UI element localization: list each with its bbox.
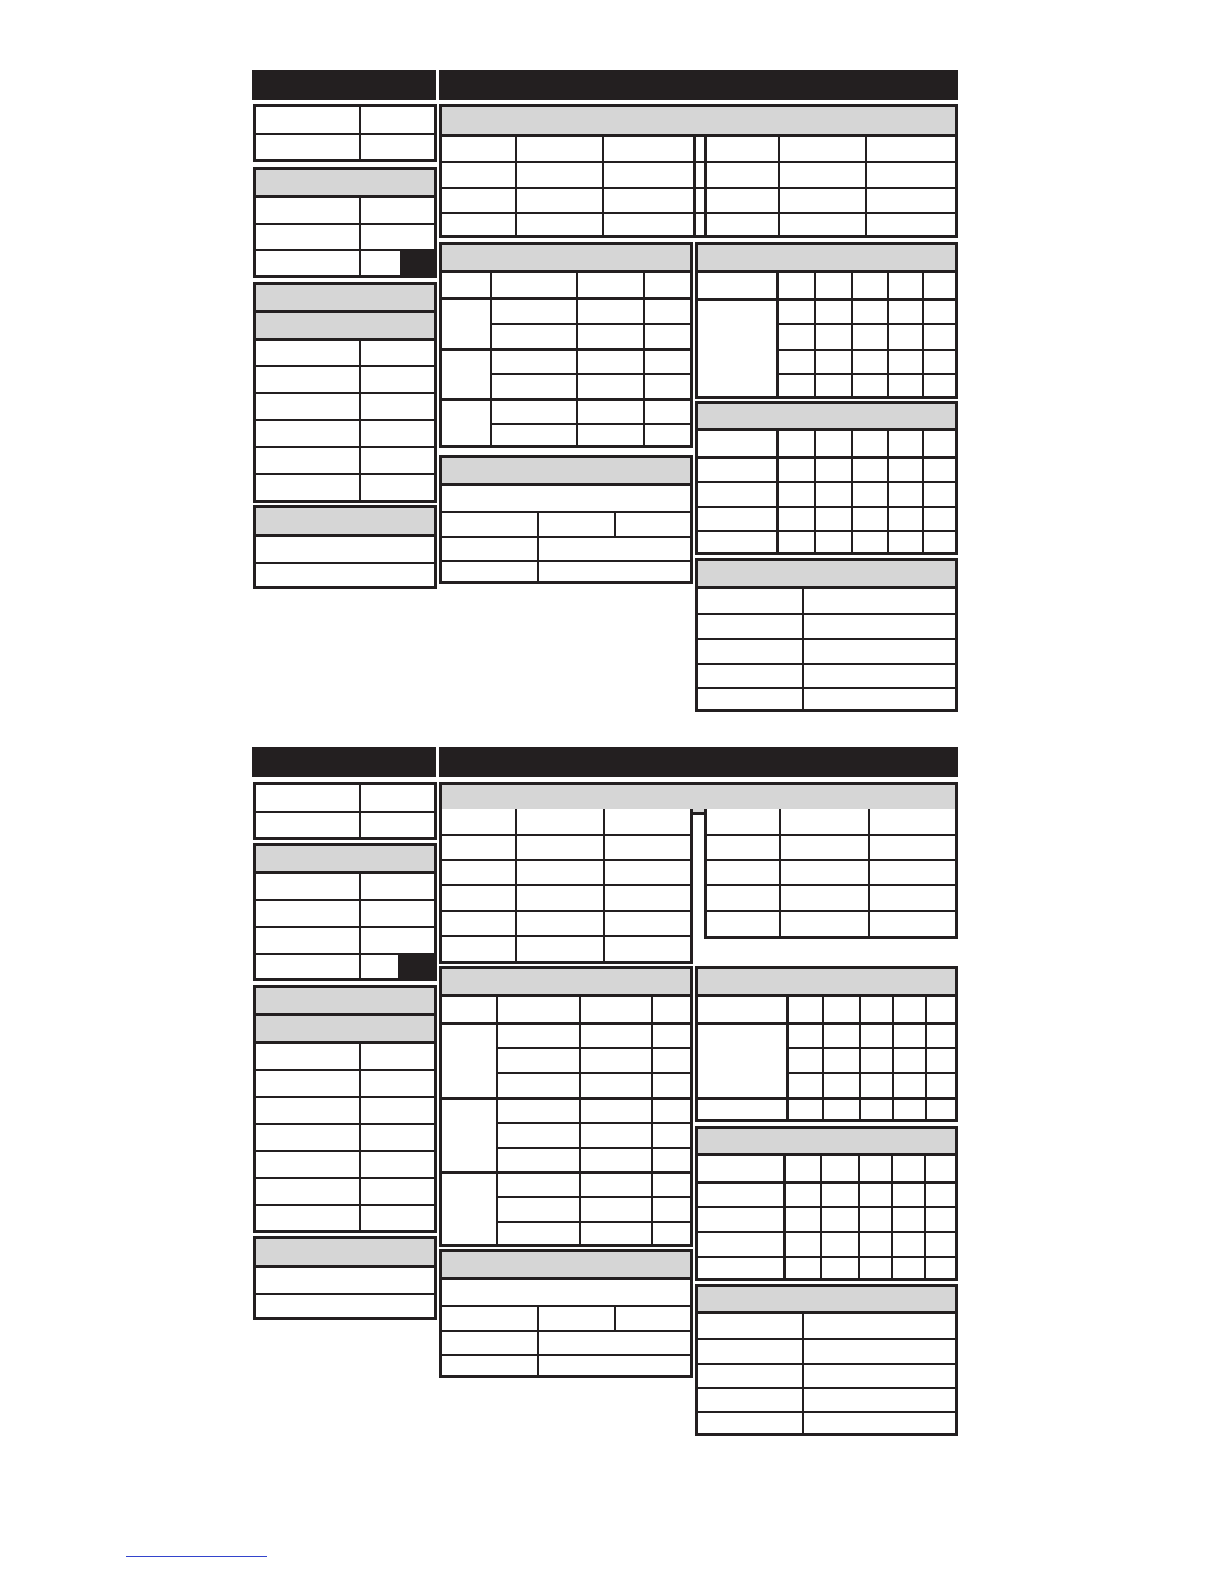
left-panel-4 bbox=[253, 505, 437, 589]
grid-panel-2 bbox=[695, 401, 958, 555]
header-bar-right bbox=[439, 747, 958, 777]
black-cell bbox=[400, 250, 437, 278]
left-panel-2 bbox=[253, 843, 437, 981]
left-panel-1 bbox=[253, 782, 437, 840]
left-panel-1 bbox=[253, 104, 437, 162]
header-bar-left bbox=[252, 70, 436, 100]
header-bar-right bbox=[439, 70, 958, 100]
mid-panel-1 bbox=[439, 242, 693, 448]
list-panel-1 bbox=[695, 1284, 958, 1436]
mid-panel-2 bbox=[439, 455, 693, 584]
header-bar-left bbox=[252, 747, 436, 777]
left-panel-2 bbox=[253, 167, 437, 278]
grid-panel-1 bbox=[695, 242, 958, 399]
mid-panel-2 bbox=[439, 1249, 693, 1378]
footer-link-underline[interactable] bbox=[126, 1556, 267, 1557]
wide-panel-1-right bbox=[704, 809, 958, 939]
mid-panel-1 bbox=[439, 966, 693, 1247]
grid-panel-1 bbox=[695, 966, 958, 1122]
wide-panel-1-left bbox=[439, 809, 693, 964]
wide-panel-1-upper bbox=[439, 782, 958, 812]
wide-panel-1 bbox=[439, 104, 958, 238]
grid-panel-2 bbox=[695, 1126, 958, 1281]
left-panel-3 bbox=[253, 985, 437, 1233]
list-panel-1 bbox=[695, 558, 958, 712]
left-panel-3 bbox=[253, 282, 437, 503]
black-cell bbox=[398, 954, 437, 981]
left-panel-4 bbox=[253, 1236, 437, 1320]
